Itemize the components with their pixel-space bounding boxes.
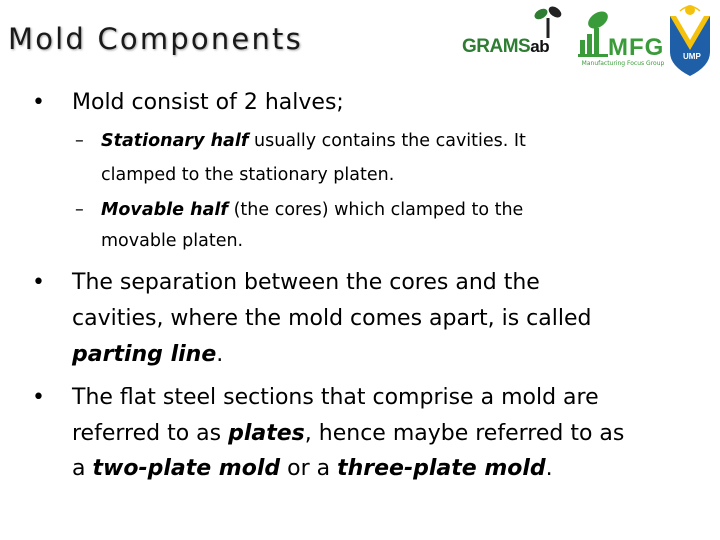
sub-bullet-text: [101, 198, 661, 223]
dash-marker: –: [75, 200, 84, 220]
mfg-logo: [578, 6, 664, 66]
bullet-marker: •: [32, 90, 45, 115]
sprout-icon: [532, 4, 564, 40]
text-run: or a: [280, 456, 338, 481]
sub-bullet-text: clamped to the stationary platen.: [101, 165, 395, 185]
emphasis-text: three-plate mold: [337, 456, 546, 481]
sub-bullet-rest: usually contains the cavities. It: [248, 131, 526, 151]
bullet-text: The separation between the cores and the: [72, 270, 540, 295]
bullet-marker: •: [32, 385, 45, 410]
text-run: .: [545, 456, 553, 481]
bullet-text: [72, 452, 712, 485]
sub-bullet-text: [101, 129, 661, 154]
bullet-text: [72, 338, 712, 371]
bullet-text: The flat steel sections that comprise a mold are: [72, 385, 599, 410]
sub-bullet-text: movable platen.: [101, 231, 244, 251]
mfg-logo-subtitle: Manufacturing Focus Group: [581, 60, 665, 67]
mfg-leaf-icon: [578, 6, 612, 60]
text-run: a: [72, 456, 93, 481]
bullet-end: .: [216, 342, 224, 367]
sub-bullet-rest: (the cores) which clamped to the: [228, 200, 524, 220]
emphasis-text: Movable half: [101, 200, 229, 220]
text-run: referred to as: [72, 421, 229, 446]
emphasis-text: plates: [228, 421, 305, 446]
bullet-text: cavities, where the mold comes apart, is called: [72, 306, 592, 331]
text-run: , hence maybe referred to as: [304, 421, 625, 446]
slide-title: Mold Components: [8, 22, 303, 56]
emphasis-text: two-plate mold: [92, 456, 281, 481]
emphasis-text: Stationary half: [101, 131, 249, 151]
grams-logo-text: GRAMS: [462, 36, 531, 57]
ump-shield-icon: [666, 2, 714, 78]
dash-marker: –: [75, 131, 84, 151]
bullet-marker: •: [32, 270, 45, 295]
grams-logo-lab-text: ab: [530, 37, 550, 56]
logo-bar: [460, 0, 720, 85]
mfg-logo-text: MFG: [608, 34, 665, 61]
bullet-text: Mold consist of 2 halves;: [72, 90, 344, 115]
emphasis-text: parting line: [72, 342, 217, 367]
ump-logo-text: UMP: [683, 52, 701, 61]
bullet-text: [72, 417, 712, 450]
